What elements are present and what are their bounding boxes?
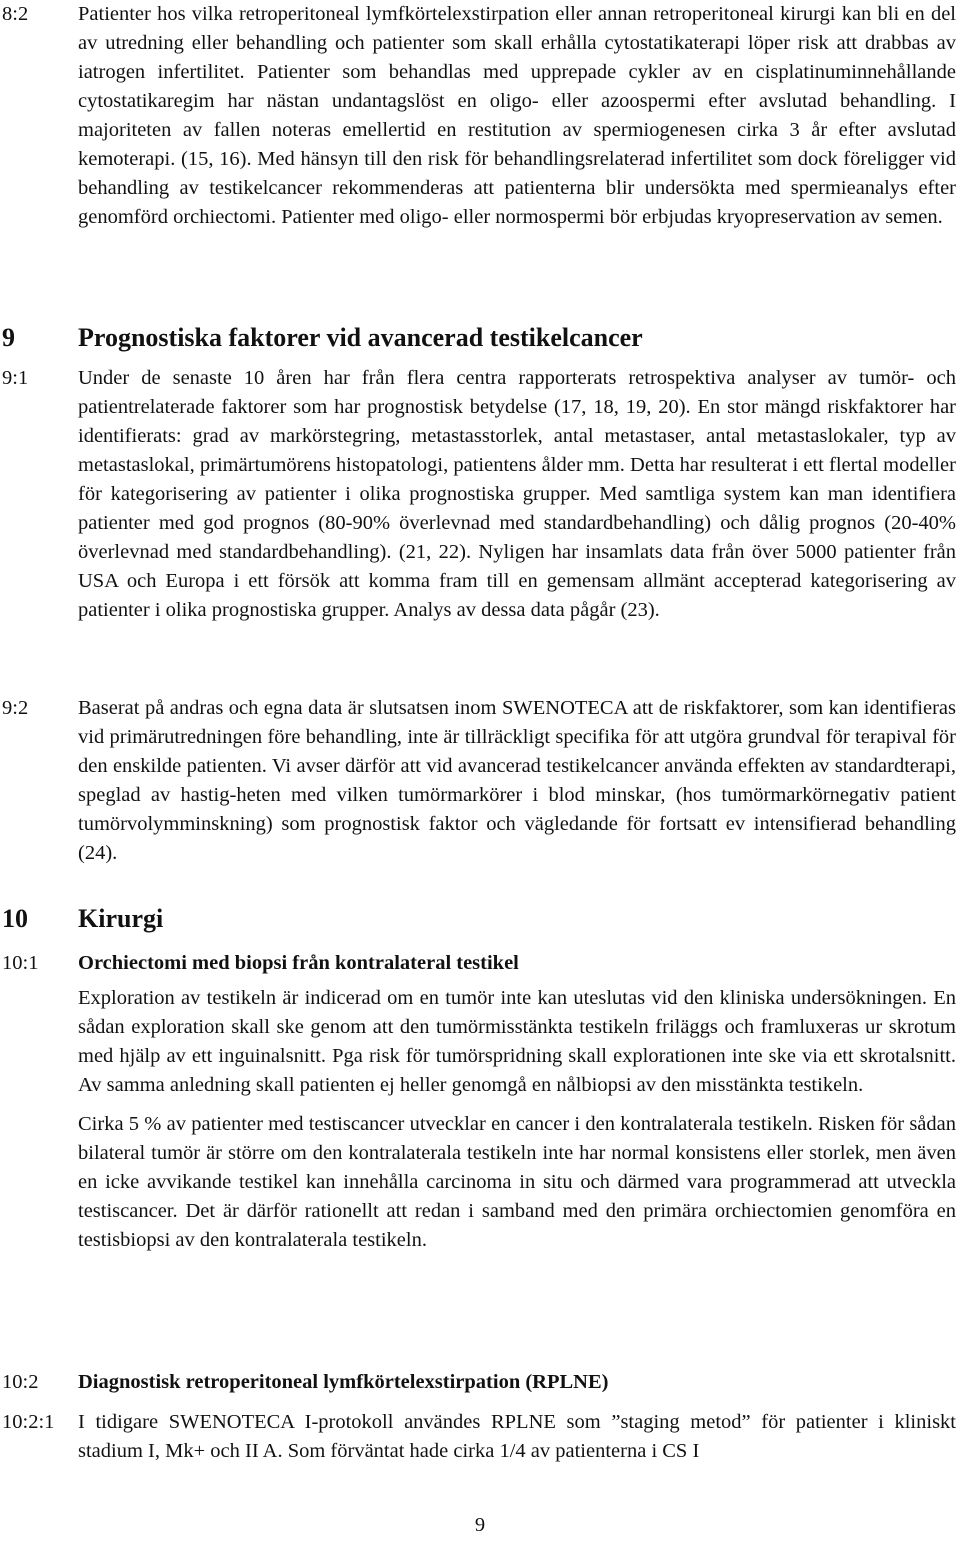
section-10-1-body [0,984,960,1255]
paragraph: Baserat på andras och egna data är slutsatsen inom SWENOTECA att de riskfaktorer, som kan identifieras vid primärutredningen före behandling, inte är tillräckligt specifika för att utgöra grundval för terapival för den enskilde patienten. Vi avser därför att vid avancerad testikelcancer använda effekten av standardterapi, speglad av hastig-heten med vilken tumörmarkörer i blod minskar, (hos tumörmarkörnegativ patient tumörvolymminskning) som prognostisk faktor och vägledande för fortsatt ev intensifierad behandling (24). [78,697,956,864]
heading-section-9 [0,321,960,355]
heading-section-10-1 [0,949,960,978]
paragraph: Under de senaste 10 åren har från flera centra rapporterats retrospektiva analyser av tumör- och patientrelaterade faktorer som har prognostisk betydelse (17, 18, 19, 20). En stor mängd riskfaktorer har identifierats: grad av markörstegring, metastasstorlek, antal metastaser, antal metastaslokaler, typ av metastaslokal, primärtumörens histopatologi, patientens ålder mm. Detta har resulterat i ett flertal modeller för kategorisering av patienter i olika prognostiska grupper. Med samtliga system kan man identifiera patienter med god prognos (80-90% överlevnad med standardbehandling) och dålig prognos (20-40% överlevnad med standardbehandling). (21, 22). Nyligen har insamlats data från över 5000 patienter från USA och Europa i ett försök att komma fram till en gemensam allmänt accepterad kategorisering av patienter i olika prognostiska grupper. Analys av dessa data pågår (23). [78,367,956,621]
heading-title: Orchiectomi med biopsi från kontralateral testikel [78,952,519,974]
section-9-1 [0,364,960,625]
heading-title: Kirurgi [78,904,164,933]
section-9-2 [0,694,960,868]
heading-number: 10:2 [2,1371,39,1393]
paragraph: Exploration av testikeln är indicerad om en tumör inte kan uteslutas vid den kliniska undersökningen. En sådan exploration skall ske genom att den tumörmisstänkta testikeln friläggs och framluxeras ur skrotum med hjälp av ett inguinalsnitt. Pga risk för tumörspridning skall explorationen inte ske via ett skrotalsnitt. Av samma anledning skall patienten ej heller genomgå en nålbiopsi av den misstänkta testikeln. [78,987,956,1096]
heading-number: 9 [2,323,15,352]
heading-number: 10 [2,904,28,933]
page-number: 9 [474,1514,486,1536]
paragraph: I tidigare SWENOTECA I-protokoll användes RPLNE som ”staging metod” för patienter i kliniskt stadium I, Mk+ och II A. Som förväntat hade cirka 1/4 av patienterna i CS I [78,1411,956,1462]
paragraph: Cirka 5 % av patienter med testiscancer utvecklar en cancer i den kontralaterala testikeln. Risken för sådan bilateral tumör är större om den kontralaterala testikeln inte har normal konsistens eller storlek, men även en icke avvikande testikel kan innehålla carcinoma in situ och därmed vara programmerad att utveckla testiscancer. Det är därför rationellt att redan i samband med den primära orchiectomien genomföra en testisbiopsi av den kontralaterala testikeln. [78,1113,956,1251]
heading-section-10 [0,902,960,936]
paragraph: Patienter hos vilka retroperitoneal lymfkörtelexstirpation eller annan retroperitoneal kirurgi kan bli en del av utredning eller behandling och patienter som skall erhålla cytostatikaterapi löper risk att drabbas av iatrogen infertilitet. Patienter som behandlas med upprepade cykler av en cisplatinuminnehållande cytostatikaregim har nästan undantagslöst en oligo- eller azoospermi efter avslutad behandling. I majoriteten av fallen noteras emellertid en restitution av spermiogenesen cirka 3 år efter avslutad kemoterapi. (15, 16). Med hänsyn till den risk för behandlingsrelaterad infertilitet som dock föreligger vid behandling av testikelcancer rekommenderas att patienterna blir undersökta med spermieanalys efter genomförd orchiectomi. Patienter med oligo- eller normospermi bör erbjudas kryopreservation av semen. [78,3,956,228]
heading-section-10-2 [0,1368,960,1397]
heading-title: Diagnostisk retroperitoneal lymfkörtelexstirpation (RPLNE) [78,1371,609,1393]
section-number: 9:1 [2,367,29,389]
section-10-2-1 [0,1408,960,1466]
section-number: 9:2 [2,697,29,719]
section-8-2 [0,0,960,232]
section-number: 10:2:1 [2,1411,55,1433]
section-number: 8:2 [2,3,29,25]
heading-number: 10:1 [2,952,39,974]
heading-title: Prognostiska faktorer vid avancerad testikelcancer [78,323,643,352]
